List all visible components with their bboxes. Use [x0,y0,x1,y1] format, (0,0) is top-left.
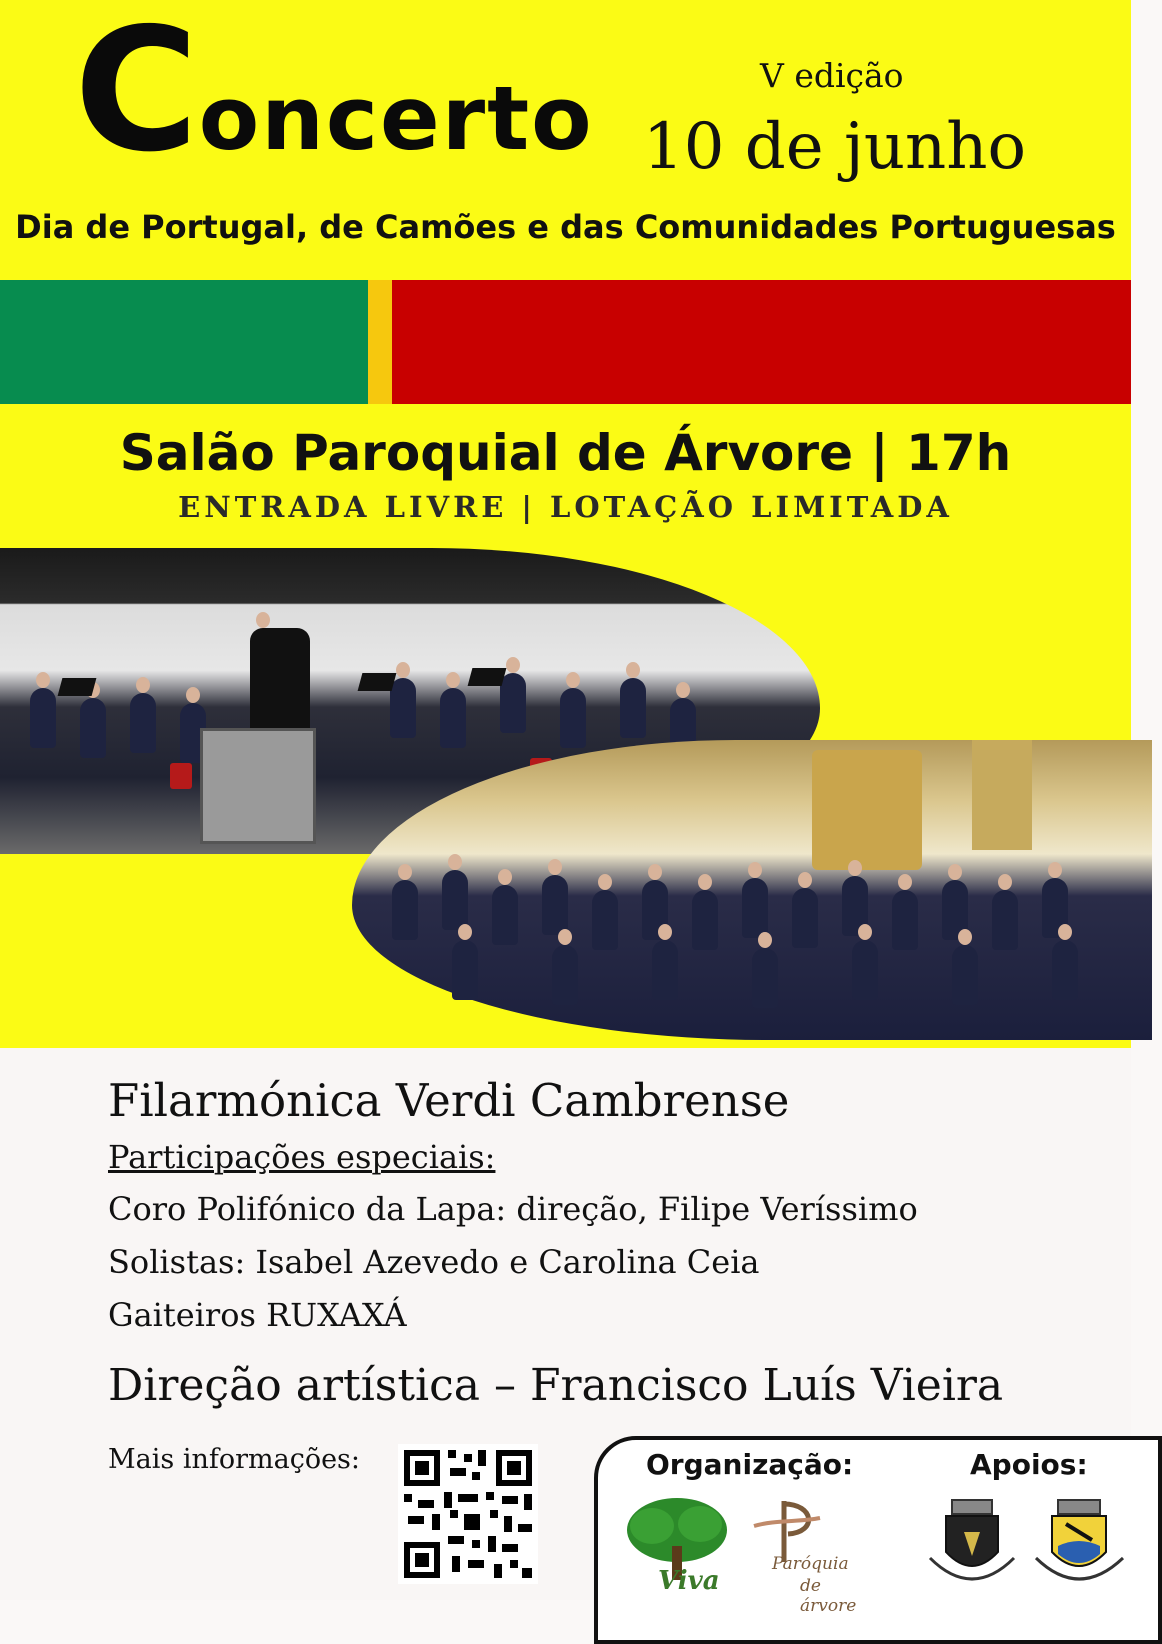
event-subtitle: Dia de Portugal, de Camões e das Comunidades Portuguesas [15,208,1116,246]
ensemble-name: Filarmónica Verdi Cambrense [108,1074,790,1127]
paroquia-logo [744,1496,874,1616]
special-participations-label: Participações especiais: [108,1138,496,1176]
crest-icon [1028,1496,1131,1600]
musician-figure [130,693,156,753]
red-chair [170,763,192,789]
singer-figure [652,940,678,1000]
podium [200,728,316,844]
music-stand [468,668,507,686]
paroquia-logo-line2: de árvore [800,1576,857,1616]
music-stand [58,678,97,696]
music-stand [358,673,397,691]
choir-photo [352,740,1152,1040]
viva-logo [622,1496,732,1600]
singer-figure [592,890,618,950]
event-date: 10 de junho [643,110,1026,184]
singer-figure [542,875,568,935]
entry-info: ENTRADA LIVRE | LOTAÇÃO LIMITADA [178,490,953,524]
more-info-label: Mais informações: [108,1444,361,1475]
flag-stripe-red [392,280,1131,404]
venue-and-time: Salão Paroquial de Árvore | 17h [119,424,1012,482]
singer-figure [952,945,978,1005]
singer-figure [742,878,768,938]
title-rest: oncerto [198,67,594,170]
participant-bagpipers: Gaiteiros RUXAXÁ [108,1296,407,1334]
musician-figure [500,673,526,733]
singer-figure [692,890,718,950]
artistic-direction: Direção artística – Francisco Luís Vieira [108,1360,1004,1411]
singer-figure [392,880,418,940]
musician-figure [440,688,466,748]
title-initial: C [74,0,199,190]
flag-stripe-gold [368,280,392,404]
singer-figure [752,948,778,1008]
viva-logo-text: Viva [658,1566,720,1596]
singer-figure [492,885,518,945]
vila-do-conde-crest [1028,1496,1131,1600]
crest-icon [920,1496,1024,1600]
musician-figure [560,688,586,748]
singer-figure [792,888,818,948]
qr-code-graphic [398,1444,538,1584]
flag-stripe-green [0,280,368,404]
poster-title [74,0,594,190]
support-label: Apoios: [970,1448,1088,1481]
singer-figure [852,940,878,1000]
paroquia-logo-line1: Paróquia [772,1554,849,1574]
musician-figure [390,678,416,738]
musician-figure [620,678,646,738]
gilded-panel [972,740,1032,850]
participant-choir: Coro Polifónico da Lapa: direção, Filipe Veríssimo [108,1190,918,1228]
singer-figure [992,890,1018,950]
qr-code[interactable] [398,1444,538,1584]
singer-figure [892,890,918,950]
singer-figure [1052,940,1078,1000]
gilded-altar [812,750,922,870]
participant-soloists: Solistas: Isabel Azevedo e Carolina Ceia [108,1243,760,1281]
singer-figure [452,940,478,1000]
sao-salvador-crest [920,1496,1024,1600]
organization-label: Organização: [646,1448,854,1481]
singer-figure [552,945,578,1005]
singer-figure [442,870,468,930]
musician-figure [80,698,106,758]
musician-figure [30,688,56,748]
edition-label: V edição [760,56,904,95]
